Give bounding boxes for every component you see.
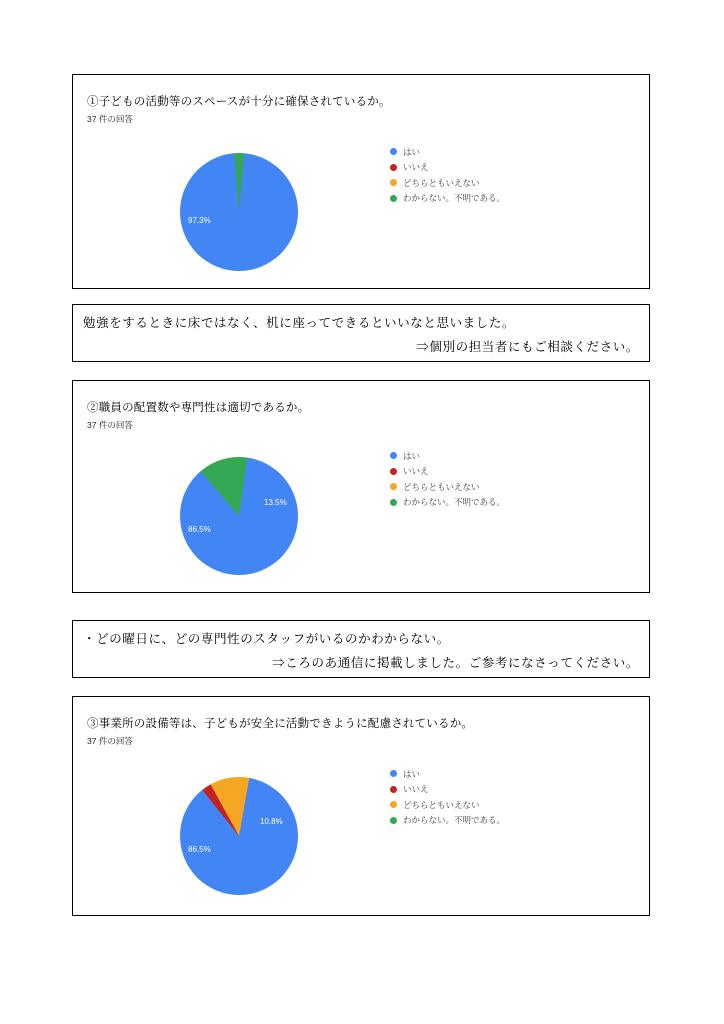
comment-2-line-1: ・どの曜日に、どの専門性のスタッフがいるのかわからない。 [83, 632, 450, 646]
page-title-q3: ③事業所の設備等は、子どもが安全に活動できように配慮されているか。 [87, 718, 474, 730]
legend-dot-icon-orange [390, 801, 397, 808]
legend-item-q3-2 [390, 798, 505, 811]
comment-1-line-1: 勉強をするときに床ではなく、机に座ってできるといいなと思いました。 [83, 316, 516, 330]
legend-q3 [390, 767, 505, 829]
legend-item-q2-2 [390, 480, 505, 493]
pie-slice-label-q3-1: 10.8% [260, 817, 283, 826]
legend-dot-icon-red [390, 164, 397, 171]
legend-label-q1-0: はい [403, 146, 421, 157]
legend-q2 [390, 449, 505, 511]
response-count-q1: 37 件の回答 [87, 114, 133, 124]
legend-dot-icon-orange [390, 483, 397, 490]
pie-slice-label-q3-0: 86.5% [188, 845, 211, 854]
pie-graphic-q2 [180, 457, 298, 575]
pie-slice-label-q1-0: 97.3% [188, 216, 211, 225]
pie-graphic-q1 [180, 153, 298, 271]
legend-item-q2-3 [390, 496, 505, 509]
legend-item-q1-3 [390, 192, 505, 205]
legend-label-q2-2: どちらともいえない [403, 481, 480, 492]
response-count-q3: 37 件の回答 [87, 736, 133, 746]
page-title-q1: ①子どもの活動等のスペースが十分に確保されているか。 [87, 96, 391, 108]
pie-chart-q1 [180, 153, 298, 271]
chart-card-q2 [72, 380, 650, 593]
pie-graphic-q3 [180, 777, 298, 895]
comment-2-line-2: ⇒ころのあ通信に掲載しました。ご参考になさってください。 [272, 656, 639, 670]
pie-chart-q3 [180, 777, 298, 895]
page-title-q2: ②職員の配置数や専門性は適切であるか。 [87, 402, 310, 414]
legend-item-q3-0 [390, 767, 505, 780]
legend-q1 [390, 145, 505, 207]
legend-label-q3-3: わからない。不明である。 [403, 815, 506, 825]
legend-label-q2-3: わからない。不明である。 [403, 497, 506, 507]
legend-dot-icon-green [390, 195, 397, 202]
legend-label-q1-3: わからない。不明である。 [403, 193, 506, 203]
comment-card-1 [72, 304, 650, 362]
response-count-q2: 37 件の回答 [87, 420, 133, 430]
legend-label-q3-0: はい [403, 768, 421, 779]
chart-card-q3 [72, 696, 650, 916]
pie-slice-label-q2-1: 13.5% [264, 498, 287, 507]
legend-label-q2-0: はい [403, 450, 421, 461]
legend-item-q3-1 [390, 783, 505, 796]
legend-dot-icon-green [390, 499, 397, 506]
legend-label-q1-1: いいえ [403, 162, 429, 172]
pie-slice-label-q2-0: 86.5% [188, 525, 211, 534]
pie-chart-q2 [180, 457, 298, 575]
legend-label-q1-2: どちらともいえない [403, 177, 480, 188]
legend-dot-icon-red [390, 786, 397, 793]
legend-dot-icon-blue [390, 148, 397, 155]
legend-item-q1-1 [390, 161, 505, 174]
legend-label-q2-1: いいえ [403, 466, 429, 476]
comment-card-2 [72, 620, 650, 678]
legend-item-q2-1 [390, 465, 505, 478]
legend-item-q1-2 [390, 176, 505, 189]
legend-label-q3-1: いいえ [403, 784, 429, 794]
legend-dot-icon-red [390, 468, 397, 475]
comment-1-line-2: ⇒個別の担当者にもご相談ください。 [416, 340, 639, 354]
legend-item-q1-0 [390, 145, 505, 158]
legend-dot-icon-blue [390, 452, 397, 459]
chart-card-q1 [72, 74, 650, 289]
legend-dot-icon-orange [390, 179, 397, 186]
legend-item-q2-0 [390, 449, 505, 462]
legend-label-q3-2: どちらともいえない [403, 799, 480, 810]
legend-dot-icon-green [390, 817, 397, 824]
legend-dot-icon-blue [390, 770, 397, 777]
legend-item-q3-3 [390, 814, 505, 827]
